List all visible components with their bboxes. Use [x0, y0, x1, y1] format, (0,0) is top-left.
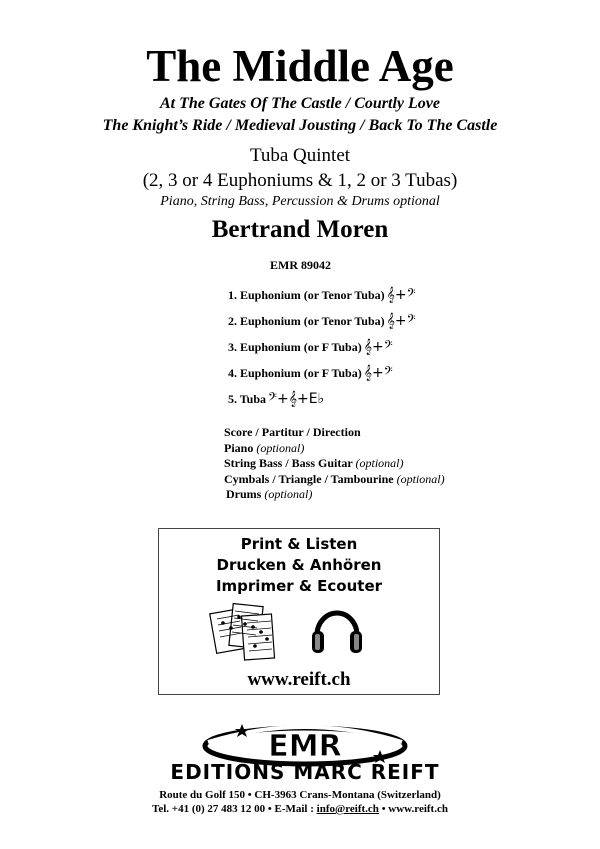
print-listen-box: [158, 528, 440, 695]
publisher-address: Route du Golf 150 • CH-3963 Crans-Montana (Switzerland): [159, 789, 441, 801]
clef-icon: 𝄞+𝄢: [363, 365, 393, 381]
extra-note: (optional): [355, 456, 404, 470]
extra-parts-list: [224, 425, 445, 503]
phone: Tel. +41 (0) 27 483 12 00 • E-Mail :: [152, 803, 317, 815]
part-1: [228, 288, 416, 302]
extra-percussion: [224, 472, 445, 488]
part-label: 2. Euphonium (or Tenor Tuba): [228, 314, 385, 328]
clef-icon: 𝄞+𝄢: [363, 339, 393, 355]
extra-score: [224, 425, 445, 441]
print-listen-de: Drucken & Anhören: [216, 556, 382, 574]
part-2: [228, 314, 416, 328]
part-label: 5. Tuba: [228, 392, 267, 406]
publisher-contact: [0, 803, 600, 815]
website-link[interactable]: www.reift.ch: [247, 669, 351, 690]
catalog-number: EMR 89042: [270, 258, 331, 272]
part-5: [228, 392, 324, 406]
extra-note: (optional): [396, 471, 445, 486]
title: The Middle Age: [146, 41, 454, 91]
extra-string-bass: [224, 456, 445, 472]
print-listen-fr: Imprimer & Ecouter: [215, 577, 383, 595]
clef-icon: 𝄢+𝄞+E♭: [268, 391, 325, 407]
extra-piano: [224, 441, 445, 457]
instrumentation: (2, 3 or 4 Euphoniums & 1, 2 or 3 Tubas): [142, 170, 458, 191]
part-4: [228, 366, 393, 380]
part-label: 4. Euphonium (or F Tuba): [228, 366, 362, 380]
publisher-name: EDITIONS MARC REIFT: [170, 760, 440, 784]
clef-icon: 𝄞+𝄢: [386, 287, 416, 303]
extra-drums: [224, 487, 445, 503]
svg-text:EMR: EMR: [268, 729, 342, 764]
ensemble: Tuba Quintet: [249, 145, 351, 166]
extra-name: Drums: [226, 487, 262, 501]
extra-note: (optional): [264, 487, 313, 501]
part-label: 3. Euphonium (or F Tuba): [228, 340, 362, 354]
subtitle-line-2: The Knight’s Ride / Medieval Jousting / Back To The Castle: [102, 117, 498, 134]
email-link[interactable]: info@reift.ch: [316, 803, 379, 815]
extra-name: String Bass / Bass Guitar: [224, 456, 353, 470]
subtitle-line-1: At The Gates Of The Castle / Courtly Love: [160, 95, 440, 112]
clef-icon: 𝄞+𝄢: [386, 313, 416, 329]
sheet-music-icon: [209, 601, 279, 663]
print-listen-en: Print & Listen: [240, 535, 358, 553]
extra-note: (optional): [256, 440, 305, 455]
optional-instruments: Piano, String Bass, Percussion & Drums optional: [160, 194, 440, 209]
composer: Bertrand Moren: [211, 216, 389, 243]
extra-name: Piano: [224, 440, 254, 455]
part-3: [228, 340, 393, 354]
web: • www.reift.ch: [378, 803, 448, 815]
headphones-icon: [307, 601, 367, 661]
extra-name: Cymbals / Triangle / Tambourine: [224, 471, 394, 486]
extra-name: Score / Partitur / Direction: [224, 425, 361, 439]
part-label: 1. Euphonium (or Tenor Tuba): [228, 288, 385, 302]
